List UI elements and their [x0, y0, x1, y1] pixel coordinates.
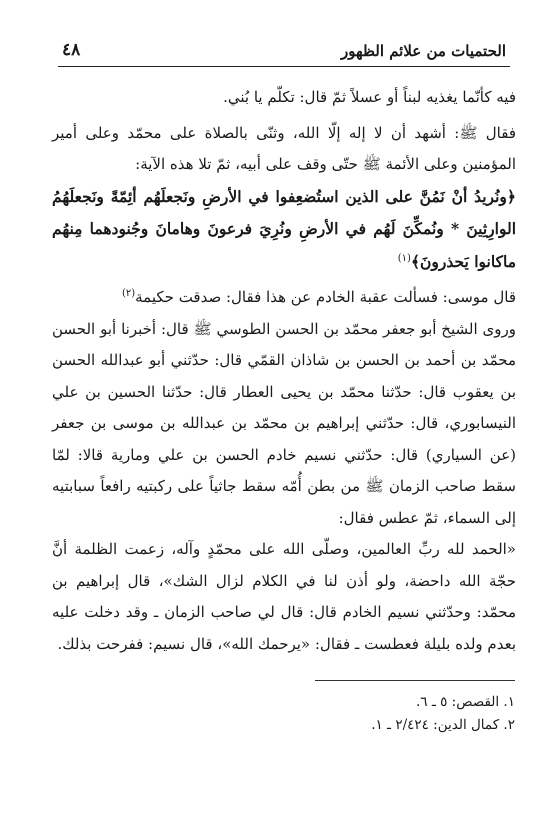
- quran-verse: ﴿ونُريدُ أنْ نَمُنَّ على الذين استُضعِفوا في الأرضِ ونَجعلَهُم أئِمّةً ونَجعلَهُمُ الوارِثِينَ * ونُمكِّنَ لَهُم في الأرضِ ونُرِيَ فرعونَ وهامانَ وجُنودهما مِنهُم ماكانوا يَحذرونَ﴾: [52, 186, 516, 271]
- page-header: [58, 38, 510, 67]
- paragraph-4-text: قال موسى: فسألت عقبة الخادم عن هذا فقال: صدقت حكيمة: [135, 288, 516, 306]
- paragraph-1: فيه كأنّما يغذيه لبناً أو عسلاً ثمّ قال: تكلّم يا بُني.: [223, 88, 516, 106]
- paragraph-5: وروى الشيخ أبو جعفر محمّد بن الحسن الطوسي ﷺ قال: أخبرنا أبو الحسن محمّد بن أحمد بن الحسن بن شاذان القمّي قال: حدّثني أبو عبدالله الحسن بن يعقوب قال: حدّثنا محمّد بن يحيى العطار قال: حدّثنا الحسين بن علي النيسابوري، قال: حدّثني إبراهيم بن محمّد بن عبدالله بن موسى بن جعفر (عن السياري) قال: حدّثني نسيم خادم الحسن بن علي ومارية قالا: لمّا سقط صاحب الزمان ﷺ من بطن أُمّه سقط جاثياً على ركبتيه رافعاً سبابتيه إلى السماء، ثمّ عطس فقال:: [52, 319, 516, 527]
- paragraph-6: «الحمد لله ربِّ العالمين، وصلّى الله على محمّدٍ وآله، زعمت الظلمة أنَّ حجّة الله داحضة، ولو أذن لنا في الكلام لزال الشك»، قال إبراهيم بن محمّد: وحدّثني نسيم الخادم قال: قال لي صاحب الزمان ـ وقد دخلت عليه بعدم ولده بليلة فعطست ـ فقال: «يرحمك الله»، قال نسيم: ففرحت بذلك.: [52, 540, 516, 653]
- paragraph-3: [52, 181, 516, 279]
- footnote-ref-2: (٢): [121, 288, 136, 299]
- paragraph-2: فقال ﷺ: أشهد أن لا إله إلّا الله، وثنّى بالصلاة على محمّد وعلى أمير المؤمنين وعلى الأئمة ﷺ حتّى وقف على أبيه، ثمّ تلا هذه الآية:: [52, 123, 516, 173]
- running-title: الحتميات من علائم الظهور: [341, 42, 506, 60]
- footnotes: [315, 680, 515, 737]
- page-number: ٤٨: [62, 40, 81, 60]
- footnote-1: ١. القصص: ٥ ـ ٦.: [415, 694, 515, 710]
- body-text: [52, 82, 516, 660]
- footnote-ref-1: (١): [397, 252, 411, 264]
- footnote-2: ٢. كمال الدين: ٢/٤٢٤ ـ ١.: [371, 717, 515, 733]
- paragraph-4: [52, 282, 516, 314]
